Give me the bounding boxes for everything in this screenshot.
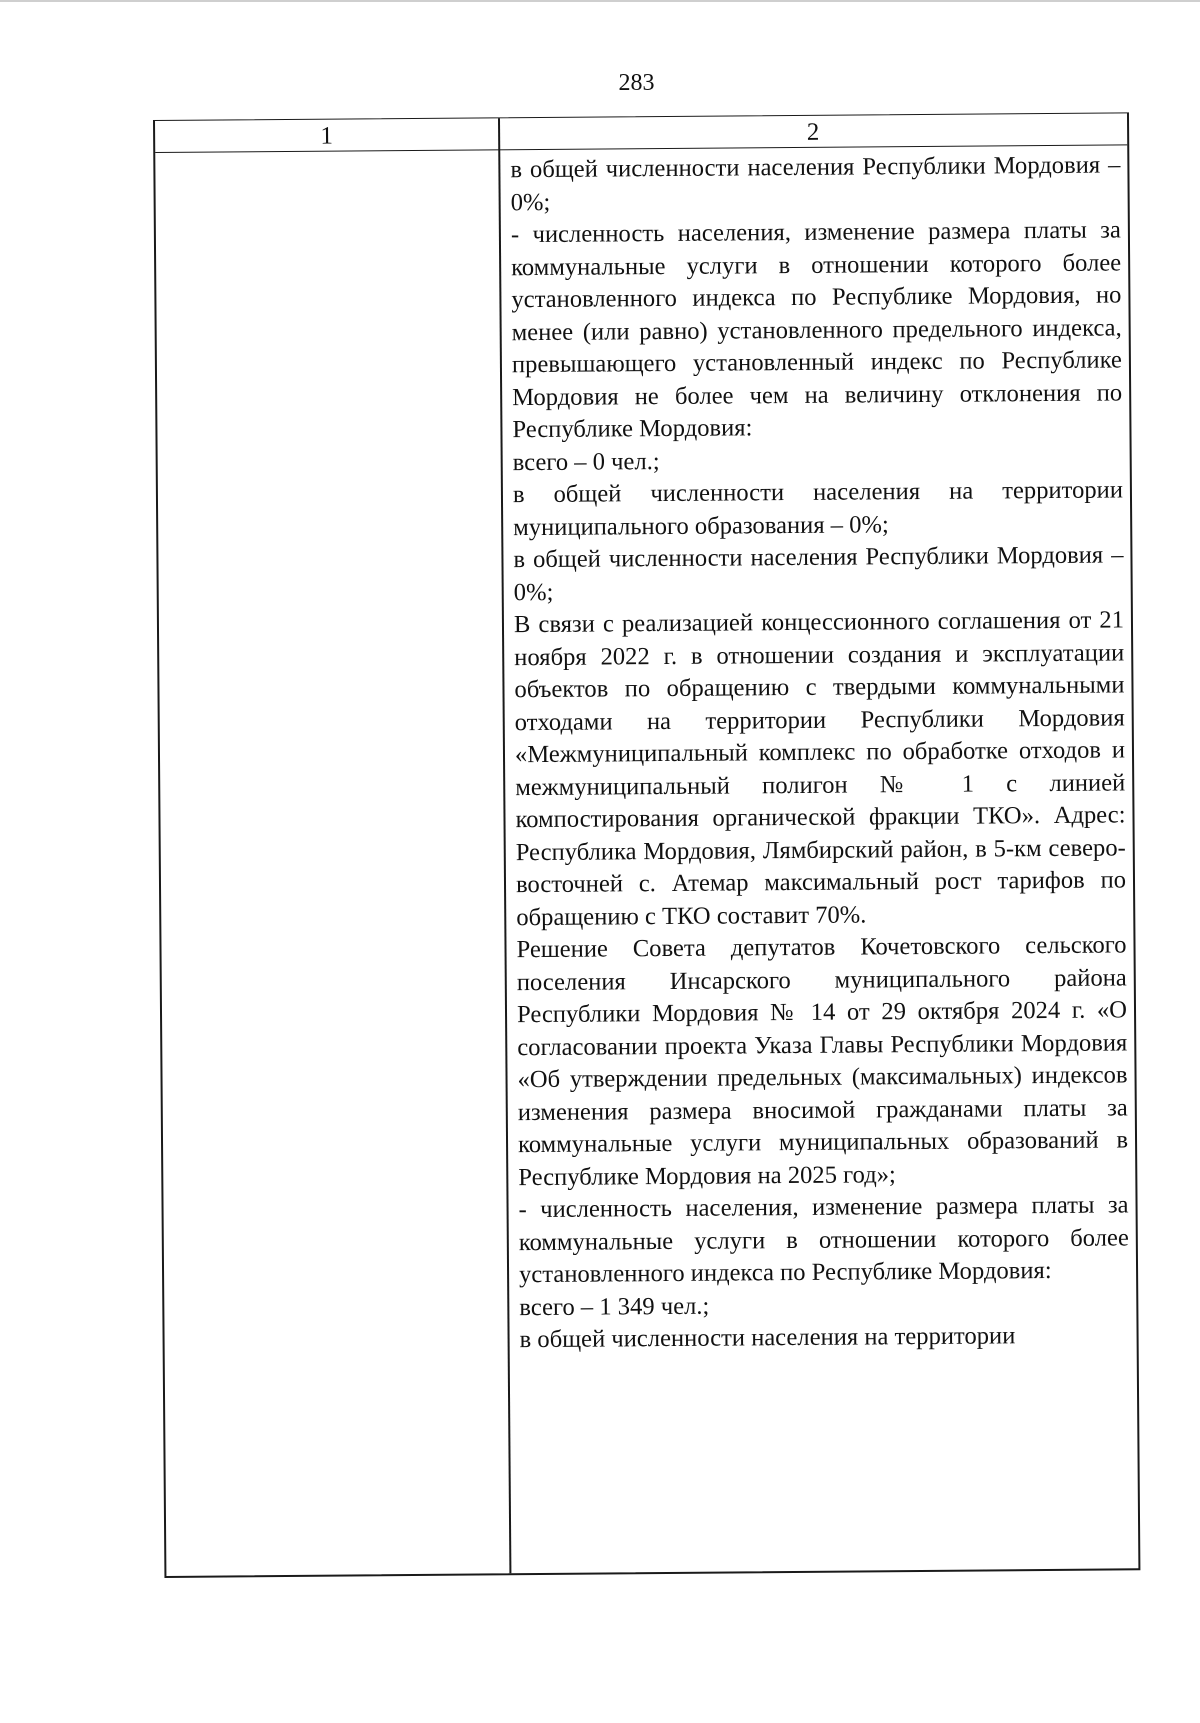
column-divider: [498, 118, 511, 1573]
header-column-2: 2: [806, 118, 820, 146]
paragraph: в общей численности населения на территории: [519, 1322, 1016, 1354]
paragraph: в общей численности населения Республики Мордовия – 0%;: [510, 151, 1121, 216]
paragraph: - численность населения, изменение размера платы за коммунальные услуги в отношении которого более установленного индекса по Республике Мордовия, но менее (или равно) установленного предельного индекса, превышающего установленный индекс по Республике Мордовия не более чем на величину отклонения по Республике Мордовия:: [510, 216, 1123, 444]
table-cell-column-2: [510, 149, 1129, 1356]
paragraph: всего – 1 349 чел.;: [519, 1292, 710, 1321]
paragraph: В связи с реализацией концессионного соглашения от 21 ноября 2022 г. в отношении создания и эксплуатации объектов по обращению с твердыми коммунальными отходами на территории Республики Мордовия «Межмуниципальный комплекс по обработке отходов и межмуниципальный полигон № 1 с линией компостирования органической фракции ТКО». Адрес: Республика Мордовия, Лямбирский район, в 5-км северо-восточней с. Атемар максимальный рост тарифов по обращению с ТКО составит 70%.: [513, 606, 1127, 931]
paragraph: Решение Совета депутатов Кочетовского сельского поселения Инсарского муниципального района Республики Мордовия № 14 от 29 октября 2024 г. «О согласовании проекта Указа Главы Республики Мордовия «Об утверждении предельных (максимальных) индексов изменения размера вносимой гражданами платы за коммунальные услуги муниципальных образований в Республике Мордовия на 2025 год»;: [516, 931, 1129, 1191]
paragraph: в общей численности населения Республики Мордовия – 0%;: [513, 541, 1124, 606]
document-table: [153, 112, 1140, 1578]
page-number: 283: [618, 70, 655, 96]
scan-top-edge: [0, 0, 1200, 2]
header-column-1: 1: [320, 122, 333, 150]
table-header-row: [155, 113, 1127, 153]
paragraph: - численность населения, изменение размера платы за коммунальные услуги в отношении которого более установленного индекса по Республике Мордовия:: [518, 1191, 1129, 1289]
paragraph: в общей численности населения на территории муниципального образования – 0%;: [512, 476, 1124, 541]
paragraph: всего – 0 чел.;: [512, 447, 660, 476]
